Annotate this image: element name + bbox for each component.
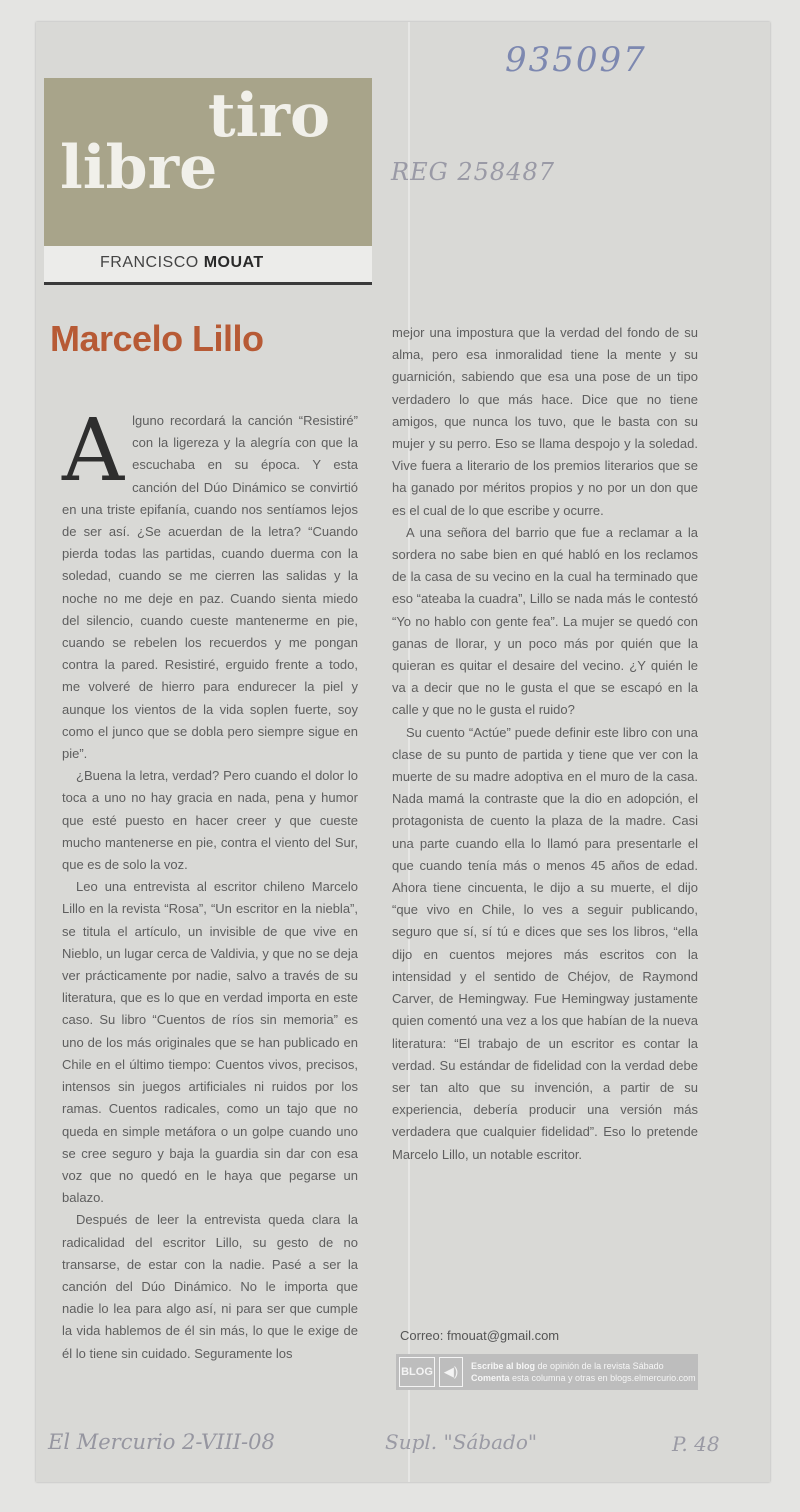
blog-tag: BLOG [399, 1357, 435, 1387]
article-headline: Marcelo Lillo [50, 318, 264, 359]
article-column-left [62, 401, 358, 1365]
section-annotation: Supl. "Sábado" [385, 1430, 538, 1454]
source-date-annotation: El Mercurio 2-VIII-08 [48, 1430, 275, 1454]
article-column-right [392, 322, 698, 1166]
paragraph-1: Alguno recordará la canción “Resistiré” con la ligereza y la alegría con que la escuchaba en su época. Y esta canción del Dúo Dinámico se convirtió en una triste epifanía, cuando nos sentíamos lejos de ser así. ¿Se acuerdan de la letra? “Cuando pierda todas las partidas, cuando duerma con la soledad, cuando se me cierren las salidas y la noche no me deje en paz. Cuando sienta miedo del silencio, cuando cueste mantenerme en pie, cuando se rebelen los recuerdos y me pongan contra la pared. Resistiré, erguido frente a todo, me volveré de hierro para endurecer la piel y aunque los vientos de la vida soplen fuerte, soy como el junco que se dobla pero siempre sigue en pie”. [62, 401, 358, 762]
register-annotation: REG 258487 [391, 158, 556, 186]
author-email: Correo: fmouat@gmail.com [400, 1328, 560, 1343]
column-masthead [44, 78, 372, 246]
byline-bar [44, 246, 372, 285]
column-title-line2: libre [60, 133, 218, 203]
archive-number-annotation: 935097 [505, 40, 647, 80]
page-annotation: P. 48 [672, 1432, 720, 1456]
paragraph-3: Leo una entrevista al escritor chileno Marcelo Lillo en la revista “Rosa”, “Un escritor en la niebla”, se titula el artículo, un invisible de que vive en Nieblo, un lugar cerca de Valdivia, y que no se deja ver prácticamente por nadie, salvo a través de su literatura, que es lo que en verdad importa en este caso. Su libro “Cuentos de ríos sin memoria” es uno de los más originales que se han publicado en Chile en el último tiempo: Cuentos vivos, precisos, intensos sin juegos artificiales ni ruidos por los ramas. Cuentos radicales, como un tajo que no queda en simple metáfora o un golpe cuando uno se cree seguro y baja la guardia sin dar con esa voz que no quedó en le haya que pegarse un balazo. [62, 879, 358, 1206]
author-last-name: MOUAT [203, 254, 264, 271]
paragraph-4: Después de leer la entrevista queda clara la radicalidad del escritor Lillo, su gesto de no transarse, de estar con la nadie. Pasé a ser la canción del Dúo Dinámico. No le importa que nadie lo lea para algo así, ni para ser que cumple la vida hablemos de él sin más, lo que le exige de él lo tiene sin cuidado. Seguramente los [62, 1212, 358, 1361]
author-first-name: FRANCISCO [100, 254, 199, 271]
speaker-icon: ◀) [439, 1357, 463, 1387]
blog-line1-text: de opinión de la revista Sábado [537, 1361, 664, 1371]
drop-cap: A [62, 401, 125, 501]
blog-line2-label: Comenta [471, 1373, 510, 1383]
column-title-line1: tiro [207, 81, 330, 151]
paragraph-5: mejor una impostura que la verdad del fondo de su alma, pero esa inmoralidad tiene la mente y su guarnición, sabiendo que esa una pose de un tipo verdadero lo que más hace. Dice que no tiene amigos, que nunca los tuvo, que le basta con su mujer y su perro. Eso se llama despojo y la soledad. Vive fuera a literario de los premios literarios que se ha ganado por méritos propios y no por un don que es el cual de lo que escribe y ocurre. [392, 325, 698, 518]
paragraph-2: ¿Buena la letra, verdad? Pero cuando el dolor lo toca a uno no hay gracia en nada, pena y humor que esté puesto en hacer creer y que cueste mucho mantenerse en pie, contra el viento del Sur, que es de solo la voz. [62, 768, 358, 873]
blog-line2-text: esta columna y otras en blogs.elmercurio.com [512, 1373, 696, 1383]
paragraph-7: Su cuento “Actúe” puede definir este libro con una clase de su punto de partida y tiene que ver con la muerte de su madre adoptiva en el muro de la casa. Nada mamá la contraste que la dio en adopción, el protagonista de cuento la plaza de la madre. Casi una parte cuando ella lo llamó para presentarle el que cuando tenía más o menos 45 años de edad. Ahora tiene cincuenta, le dijo a su muerte, el dijo “que vivo en Chile, lo ves a seguir publicando, seguro que sí, sí tú e dices que ses los libros, “ella dijo en cuentos mejores más escritos con la intensidad y el sentido de Chéjov, de Raymond Carver, de Hemingway. Fue Hemingway justamente quien comentó una vez a los que habían de la nueva literatura: “El trabajo de un escritor es contar la verdad. Su estándar de fidelidad con la verdad debe ser tan alto que su invención, a partir de su experiencia, debería producir una versión más verdadera que cualquier fidelidad”. Eso lo pretende Marcelo Lillo, un notable escritor. [392, 724, 698, 1162]
column-title [44, 81, 372, 203]
blog-line1-label: Escribe al blog [471, 1361, 536, 1371]
paragraph-6: A una señora del barrio que fue a reclamar a la sordera no sabe bien en qué habló en los reclamos de la casa de su vecino en la cual ha terminado que eso “ateaba la cuadra”, Lillo se nada más le contestó “Yo no hablo con gente fea”. La mujer se quedó con ganas de llorar, y un poco más por quién que la quieran es quitar el desaire del vecino. ¿Y quién le va a decir que no le gusta el que se escapó en la calle y que no le gusta el ruido? [392, 524, 698, 718]
blog-promo-text [471, 1360, 696, 1384]
author-byline [100, 254, 264, 272]
blog-promo-bar [396, 1354, 698, 1390]
